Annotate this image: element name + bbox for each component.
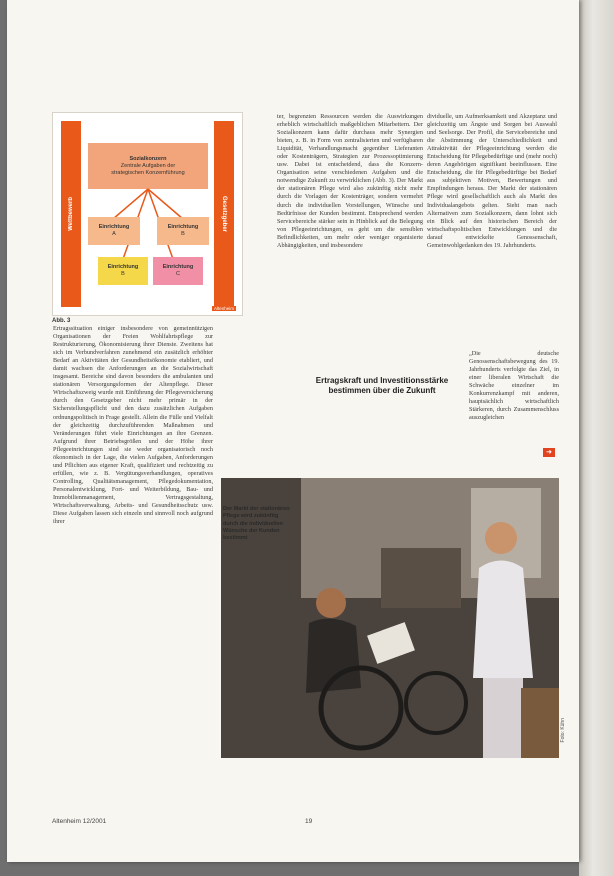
page-number: 19 <box>305 818 313 825</box>
facility-box-b2 <box>98 257 148 285</box>
left-column-text: Ertragssituation einiger insbesondere von gemeinnützigen Organisationen der Freien Wohlfahrtspflege zur Restrukturierung, Ökonomisierung ihrer Dienste. Zweitens hat sich im Verbundverfahren zunehmend ein zusätzlich erhöhter Bedarf an Aktivitäten der Gesundheitsökonomie etabliert, und damit wachsen die Anforderungen an die Sozialwirtschaft insgesamt. Bereiche sind davon besonders die ambulanten und stationären Versorgungsformen der Altenpflege. Dieser Wirtschaftszweig wurde mit Einführung der Pflegeversicherung durch den Gesetzgeber nicht mehr primär in der Sicherstellungspflicht und den dazu zusätzlichen Aufgaben ordnungspolitisch in Frage gestellt. Allein die Fülle und Vielfalt der gleichzeitig durchzuführenden Maßnahmen und Veränderungen führt viele Einrichtungen an ihre Grenzen. Aufgrund ihrer Betriebsgrößen und der Höhe ihrer Pflegeeinrichtungen sind sie weder organisatorisch noch ökonomisch in der Lage, die vielen Aufgaben, Anforderungen und Pflichten aus eigener Kraft, qualifiziert und rechtzeitig zu erfüllen, wie z. B. Vergütungsverhandlungen, operatives Controlling, Qualitätsmanagement, Pflegedokumentation, Personalentwicklung, Fort- und Weiterbildung, Bau- und Immobilienmanagement, Vertragsgestaltung, Wirtschaftsverwaltung, Arbeits- und Gesundheitsschutz usw. Diese Aufgaben lassen sich einzeln und sinnvoll noch aufgrund ihrer <box>53 325 213 526</box>
facility-box-a <box>88 217 140 245</box>
facility-b-sub: B <box>181 231 185 237</box>
concern-line-2: strategischen Konzernführung <box>111 169 185 176</box>
organization-diagram <box>52 112 243 316</box>
photo-caption: Der Markt der stationären Pflege wird zukünftig durch die individuellen Wünsche der Kunden bestimmt <box>223 506 290 542</box>
facility-box-b <box>157 217 209 245</box>
competition-bar: Wettbewerb <box>61 121 81 307</box>
facility-b2-sub: B <box>121 271 125 277</box>
continue-arrow-icon: ➜ <box>543 448 555 457</box>
right-column-quote: „Die deutsche Genossenschaftsbewegung des 19. Jahrhunderts verfolgte das Ziel, in einer liberalen Wirtschaft die Schwäche einzelner im Konkurrenzkampf mit anderen, hauptsächlich wirtschaftlich Stärkeren, durch Zusammenschluss auszugleichen <box>469 350 559 422</box>
figure-label: Abb. 3 <box>52 318 71 324</box>
concern-title: Sozialkonzern <box>129 155 167 162</box>
footer-issue: Altenheim 12/2001 <box>52 818 107 825</box>
middle-column-text: ter, begrenzten Ressourcen werden die Auswirkungen erheblich wirtschaftlich maßgeblichen Mitarbeitern. Der Sozialkonzern kann dafür durchaus mehr Synergien bieten, z. B. in Form von zentralisierten und verfügbaren Liquidität, Verhandlungsmacht gegenüber Lieferanten oder Kostenträgern, Strategien zur Prozessoptimierung usw. Dabei ist entscheidend, dass die Konzern-Organisation seine verschiedenen Aufgaben und die notwendige Zukunft zu verwirklichen (Abb. 3). Der Markt der stationären Pflege wird also zukünftig nicht mehr durch die Vorlagen der Kostenträger, sondern vermehrt durch die individuellen Vorstellungen, Wünsche und Bedürfnisse der Kunden bestimmt. Entsprechend werden Servicebereiche stärker sein in Hinblick auf die Belegung von Pflegeeinrichtungen, es geht um die sensiblen Befindlichkeiten, um mehr oder weniger organisierte Abhängigkeiten, und insbesondere <box>277 113 423 249</box>
facility-b2-title: Einrichtung <box>107 264 139 270</box>
right-column-text: dividuelle, um Aufmerksamkeit und Akzeptanz und gleichzeitig um Ängste und Sorgen bei Auswahl und Seelsorge. Der Profil, die Servicebereiche und die Abstimmung der Unterschiedlichkeit und Attraktivität der Pflegeeinrichtung werden die Entscheidung für Pflegebedürftige und (mehr noch) deren Angehörigen signifikant beeinflussen. Eine Entscheidung, die für Pflegebedürftige bei Bedarf aus subjektiven Motiven, Bewertungen und Empfindungen heraus. Der Markt der stationären Pflege wird gesellschaftlich auch als Markt des Individualangebots gelten. Sieht man nach Alternativen zum Sozialkonzern, dann lohnt sich ein Blick auf den historischen Bereich der wirtschaftspolitischen Entwicklungen und die darauf entwickelte Genossenschaft, Gemeinwohlgedanken des 19. Jahrhunderts. <box>427 113 557 249</box>
facility-b-title: Einrichtung <box>167 224 199 230</box>
facility-c-sub: C <box>176 271 180 277</box>
legislator-bar: Gesetzgeber <box>214 121 234 307</box>
facility-c-title: Einrichtung <box>162 264 194 270</box>
magazine-page <box>7 0 579 862</box>
facility-a-sub: A <box>112 231 116 237</box>
facility-a-title: Einrichtung <box>98 224 130 230</box>
book-binding <box>579 0 614 876</box>
connector-arrows <box>53 113 244 317</box>
subheading: Ertragskraft und Investitionsstärke bestimmen über die Zukunft <box>315 376 449 395</box>
photo-credit: Foto: Kühn <box>560 718 566 743</box>
concern-line-1: Zentrale Aufgaben der <box>120 162 176 169</box>
facility-box-c <box>153 257 203 285</box>
diagram-corner-tag: Altenheim <box>213 306 234 311</box>
